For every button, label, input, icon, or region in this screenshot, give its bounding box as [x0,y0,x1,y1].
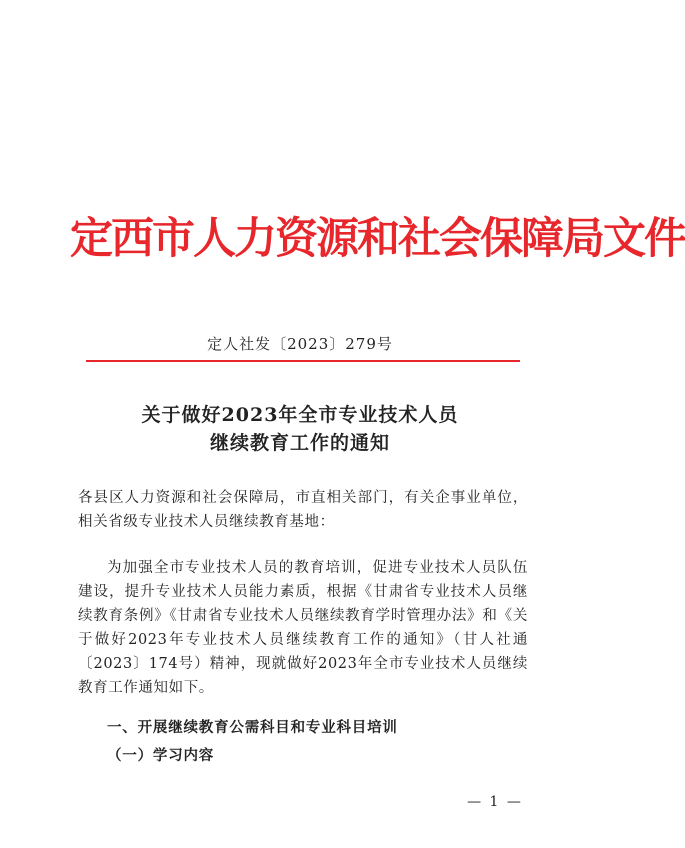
salutation-paragraph: 各县区人力资源和社会保障局，市直相关部门，有关企事业单位，相关省级专业技术人员继续教育基地： [78,490,528,530]
notice-title-line-2: 继续教育工作的通知 [209,432,390,454]
body-paragraph: 为加强全市专业技术人员的教育培训，促进专业技术人员队伍建设，提升专业技术人员能力素质，根据《甘肃省专业技术人员继续教育条例》《甘肃省专业技术人员继续教育学时管理办法》和《关于做好2023年专业技术人员继续教育工作的通知》（甘人社通〔2023〕174号）精神，现就做好2023年全市专业技术人员继续教育工作通知如下。 [78,560,528,696]
notice-title-line-1: 关于做好2023年全市专业技术人员 [141,404,459,426]
page-number: — 1 — [467,794,523,810]
red-divider-line [86,360,520,362]
issuer-title: 定西市人力资源和社会保障局文件 [70,214,685,264]
subsection-heading: （一）学习内容 [107,747,215,764]
document-number: 定人社发〔2023〕279号 [207,335,393,353]
section-heading: 一、开展继续教育公需科目和专业科目培训 [107,719,398,736]
